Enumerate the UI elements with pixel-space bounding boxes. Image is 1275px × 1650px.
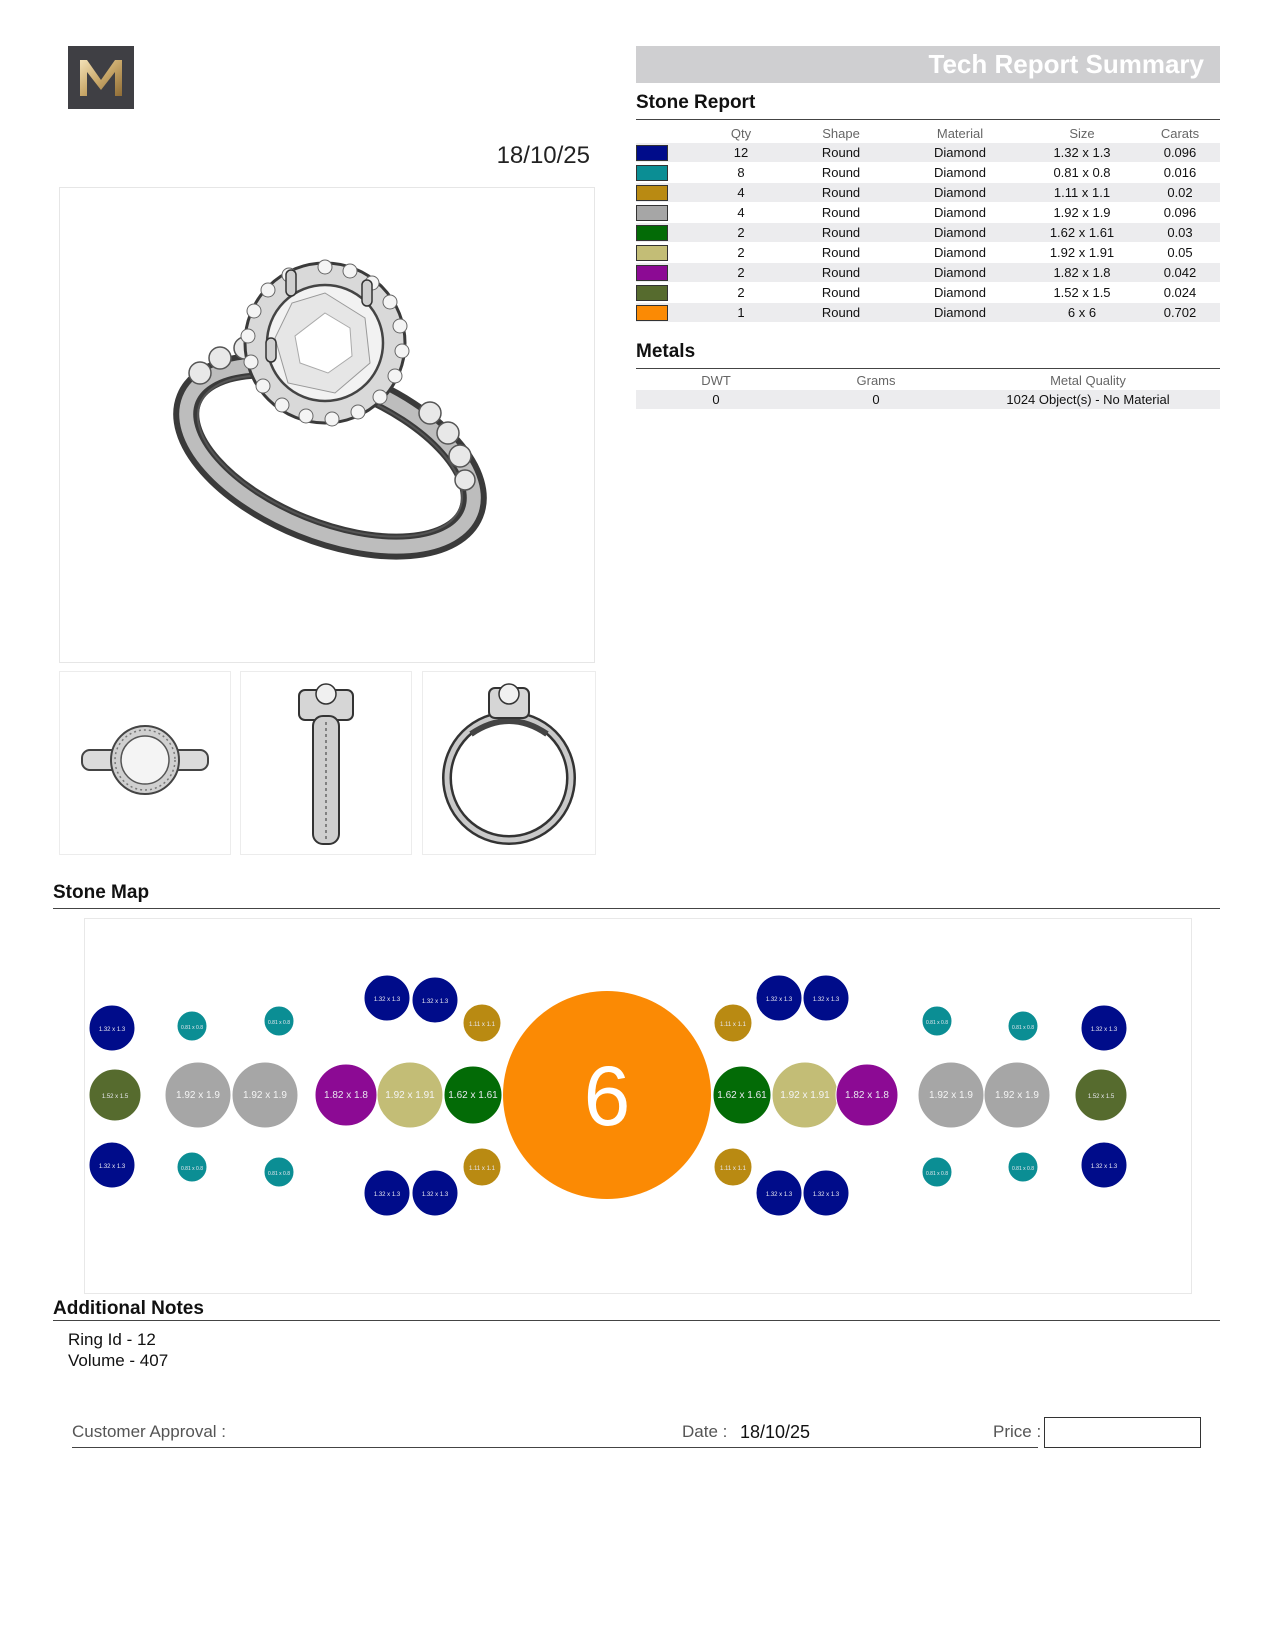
stone-size: 1.62 x 1.61 <box>1024 223 1140 243</box>
stone-size-label: 1.32 x 1.3 <box>421 1192 449 1198</box>
stone-shape: Round <box>786 303 896 323</box>
stone-blue <box>89 1005 135 1051</box>
stone-size-label: 0.81 x 0.8 <box>926 1171 948 1177</box>
stone-color-swatch <box>636 205 668 221</box>
stone-color-cell <box>636 223 696 243</box>
stone-size-label: 1.92 x 1.91 <box>385 1090 435 1101</box>
column-header-grams: Grams <box>856 372 896 388</box>
stone-report-table <box>636 123 1220 323</box>
stone-blue <box>412 977 458 1023</box>
stone-gray <box>918 1062 984 1128</box>
stone-shape: Round <box>786 243 896 263</box>
price-label: Price : <box>993 1422 1042 1441</box>
stone-size: 1.92 x 1.91 <box>1024 243 1140 263</box>
metals-divider <box>636 368 1220 369</box>
stone-size-label: 0.81 x 0.8 <box>1012 1166 1034 1172</box>
report-banner <box>636 46 1220 83</box>
ring-top-view-icon <box>60 672 230 854</box>
stone-report-title: Stone Report <box>636 92 756 113</box>
stone-gold <box>714 1148 752 1186</box>
stone-material: Diamond <box>896 303 1024 323</box>
stone-purple <box>315 1064 377 1126</box>
stone-table-header <box>636 123 1220 143</box>
stone-color-swatch <box>636 245 668 261</box>
stone-color-swatch <box>636 225 668 241</box>
stone-teal <box>177 1011 207 1041</box>
stone-size-label: 0.81 x 0.8 <box>268 1020 290 1026</box>
stone-color-swatch <box>636 265 668 281</box>
stone-size-label: 0.81 x 0.8 <box>181 1025 203 1031</box>
stone-carats: 0.042 <box>1140 263 1220 283</box>
stone-size-label: 1.62 x 1.61 <box>717 1090 767 1101</box>
stone-teal <box>177 1152 207 1182</box>
ring-main-render <box>59 187 595 663</box>
column-header-qty: Qty <box>730 125 752 141</box>
stone-gray <box>984 1062 1050 1128</box>
stone-blue <box>1081 1005 1127 1051</box>
column-header-dwt: DWT <box>701 372 731 388</box>
metal-dwt: 0 <box>636 390 796 409</box>
stone-olive <box>89 1069 141 1121</box>
metals-table <box>636 370 1220 409</box>
table-row <box>636 203 1220 223</box>
stone-size-label: 1.82 x 1.8 <box>845 1090 889 1101</box>
stone-size: 1.52 x 1.5 <box>1024 283 1140 303</box>
stone-color-cell <box>636 263 696 283</box>
stone-blue <box>89 1142 135 1188</box>
stone-size-label: 1.32 x 1.3 <box>421 999 449 1005</box>
ring-side-view-icon <box>241 672 411 854</box>
stone-blue <box>364 975 410 1021</box>
center-stone-label: 6 <box>583 1049 631 1143</box>
stone-carats: 0.016 <box>1140 163 1220 183</box>
approval-signature-line <box>72 1447 1038 1448</box>
stone-size-label: 1.11 x 1.1 <box>469 1166 495 1172</box>
stone-carats: 0.096 <box>1140 143 1220 163</box>
logo-m-icon <box>68 46 134 109</box>
stone-shape: Round <box>786 203 896 223</box>
stone-gold <box>463 1148 501 1186</box>
table-row <box>636 303 1220 323</box>
stone-color-swatch <box>636 285 668 301</box>
ring-side-view-thumbnail <box>240 671 412 855</box>
stone-map-diagram <box>84 918 1192 1294</box>
stone-khaki <box>772 1062 838 1128</box>
stone-color-cell <box>636 243 696 263</box>
stone-qty: 2 <box>696 223 786 243</box>
stone-gray <box>232 1062 298 1128</box>
table-row <box>636 183 1220 203</box>
stone-teal <box>922 1157 952 1187</box>
stone-color-cell <box>636 203 696 223</box>
column-header-shape: Shape <box>822 125 860 141</box>
stone-material: Diamond <box>896 243 1024 263</box>
stone-carats: 0.05 <box>1140 243 1220 263</box>
stone-color-swatch <box>636 185 668 201</box>
stone-blue <box>1081 1142 1127 1188</box>
stone-color-cell <box>636 283 696 303</box>
stone-carats: 0.03 <box>1140 223 1220 243</box>
stone-size: 0.81 x 0.8 <box>1024 163 1140 183</box>
metals-table-header <box>636 370 1220 390</box>
stone-purple <box>836 1064 898 1126</box>
stone-teal <box>1008 1011 1038 1041</box>
stone-color-swatch <box>636 305 668 321</box>
stone-teal <box>1008 1152 1038 1182</box>
stone-size-label: 1.11 x 1.1 <box>469 1022 495 1028</box>
stone-size-label: 1.32 x 1.3 <box>1090 1027 1118 1033</box>
stone-size-label: 1.92 x 1.91 <box>780 1090 830 1101</box>
stone-qty: 4 <box>696 183 786 203</box>
stone-gold <box>463 1004 501 1042</box>
column-header-size: Size <box>1069 125 1095 141</box>
stone-teal <box>264 1006 294 1036</box>
ring-front-view-thumbnail <box>422 671 596 855</box>
stone-blue <box>803 975 849 1021</box>
stone-material: Diamond <box>896 283 1024 303</box>
stone-size-label: 1.92 x 1.9 <box>995 1090 1039 1101</box>
stone-blue <box>364 1170 410 1216</box>
stone-shape: Round <box>786 263 896 283</box>
ring-front-view-icon <box>423 672 595 854</box>
company-logo <box>68 46 134 109</box>
stone-size-label: 1.32 x 1.3 <box>373 997 401 1003</box>
metals-title: Metals <box>636 341 696 362</box>
stone-size: 6 x 6 <box>1024 303 1140 323</box>
table-row <box>636 390 1220 409</box>
stone-material: Diamond <box>896 203 1024 223</box>
stone-shape: Round <box>786 223 896 243</box>
stone-size-label: 1.11 x 1.1 <box>720 1166 746 1172</box>
stone-green <box>444 1066 502 1124</box>
stone-qty: 2 <box>696 283 786 303</box>
stone-size: 1.11 x 1.1 <box>1024 183 1140 203</box>
table-row <box>636 143 1220 163</box>
stone-carats: 0.702 <box>1140 303 1220 323</box>
stone-size-label: 1.32 x 1.3 <box>373 1192 401 1198</box>
stone-shape: Round <box>786 143 896 163</box>
stone-qty: 4 <box>696 203 786 223</box>
note-volume: Volume - 407 <box>68 1351 169 1370</box>
stone-size-label: 1.82 x 1.8 <box>324 1090 368 1101</box>
stone-blue <box>803 1170 849 1216</box>
column-header-material: Material <box>936 125 984 141</box>
stone-size-label: 0.81 x 0.8 <box>181 1166 203 1172</box>
stone-material: Diamond <box>896 183 1024 203</box>
stone-size-label: 1.92 x 1.9 <box>176 1090 220 1101</box>
stone-color-swatch <box>636 165 668 181</box>
stone-size: 1.32 x 1.3 <box>1024 143 1140 163</box>
stone-size-label: 1.92 x 1.9 <box>243 1090 287 1101</box>
stone-carats: 0.024 <box>1140 283 1220 303</box>
additional-notes-title: Additional Notes <box>53 1298 204 1319</box>
stone-size-label: 1.32 x 1.3 <box>765 1192 793 1198</box>
stone-size-label: 0.81 x 0.8 <box>926 1020 948 1026</box>
stone-teal <box>264 1157 294 1187</box>
stone-size-label: 1.32 x 1.3 <box>1090 1164 1118 1170</box>
stone-size-label: 1.92 x 1.9 <box>929 1090 973 1101</box>
stone-size-label: 1.32 x 1.3 <box>98 1027 126 1033</box>
stone-color-swatch <box>636 145 668 161</box>
stone-qty: 12 <box>696 143 786 163</box>
price-input-box[interactable] <box>1044 1417 1201 1448</box>
ring-top-view-thumbnail <box>59 671 231 855</box>
table-row <box>636 163 1220 183</box>
stone-color-cell <box>636 183 696 203</box>
stone-khaki <box>377 1062 443 1128</box>
stone-size-label: 1.32 x 1.3 <box>812 1192 840 1198</box>
stone-size-label: 1.32 x 1.3 <box>812 997 840 1003</box>
stone-qty: 8 <box>696 163 786 183</box>
approval-date-value: 18/10/25 <box>740 1422 811 1442</box>
stone-carats: 0.096 <box>1140 203 1220 223</box>
stone-color-cell <box>636 143 696 163</box>
stone-size-label: 1.52 x 1.5 <box>101 1094 129 1100</box>
stone-carats: 0.02 <box>1140 183 1220 203</box>
stone-material: Diamond <box>896 143 1024 163</box>
stone-gold <box>714 1004 752 1042</box>
stone-size-label: 1.62 x 1.61 <box>448 1090 498 1101</box>
ring-render-icon <box>161 260 500 583</box>
stone-material: Diamond <box>896 163 1024 183</box>
stone-map-title: Stone Map <box>53 882 150 903</box>
metal-quality: 1024 Object(s) - No Material <box>956 390 1220 409</box>
stone-material: Diamond <box>896 223 1024 243</box>
stone-gray <box>165 1062 231 1128</box>
stone-size-label: 1.52 x 1.5 <box>1087 1094 1115 1100</box>
stone-size: 1.92 x 1.9 <box>1024 203 1140 223</box>
stone-size: 1.82 x 1.8 <box>1024 263 1140 283</box>
stone-material: Diamond <box>896 263 1024 283</box>
stone-color-cell <box>636 303 696 323</box>
stone-qty: 1 <box>696 303 786 323</box>
stone-qty: 2 <box>696 243 786 263</box>
table-row <box>636 243 1220 263</box>
table-row <box>636 223 1220 243</box>
stone-report-divider <box>636 119 1220 120</box>
stone-qty: 2 <box>696 263 786 283</box>
center-stone <box>503 991 711 1199</box>
banner-title: Tech Report Summary <box>928 49 1204 79</box>
stone-size-label: 0.81 x 0.8 <box>268 1171 290 1177</box>
report-date: 18/10/25 <box>496 142 590 169</box>
stone-size-label: 0.81 x 0.8 <box>1012 1025 1034 1031</box>
table-row <box>636 283 1220 303</box>
stone-shape: Round <box>786 163 896 183</box>
column-header-color <box>636 123 696 143</box>
stone-size-label: 1.32 x 1.3 <box>98 1164 126 1170</box>
stone-map-divider <box>53 908 1220 909</box>
stone-green <box>713 1066 771 1124</box>
additional-notes-divider <box>53 1320 1220 1321</box>
approval-date-label: Date : <box>682 1422 728 1441</box>
stone-olive <box>1075 1069 1127 1121</box>
customer-approval-label: Customer Approval : <box>72 1422 227 1441</box>
stone-size-label: 1.32 x 1.3 <box>765 997 793 1003</box>
stone-shape: Round <box>786 183 896 203</box>
column-header-carats: Carats <box>1160 125 1200 141</box>
column-header-metal-quality: Metal Quality <box>1050 372 1126 388</box>
stone-blue <box>412 1170 458 1216</box>
stone-color-cell <box>636 163 696 183</box>
stone-teal <box>922 1006 952 1036</box>
metal-grams: 0 <box>796 390 956 409</box>
stone-shape: Round <box>786 283 896 303</box>
table-row <box>636 263 1220 283</box>
stone-blue <box>756 1170 802 1216</box>
stone-size-label: 1.11 x 1.1 <box>720 1022 746 1028</box>
stone-blue <box>756 975 802 1021</box>
note-ring-id: Ring Id - 12 <box>68 1330 156 1349</box>
